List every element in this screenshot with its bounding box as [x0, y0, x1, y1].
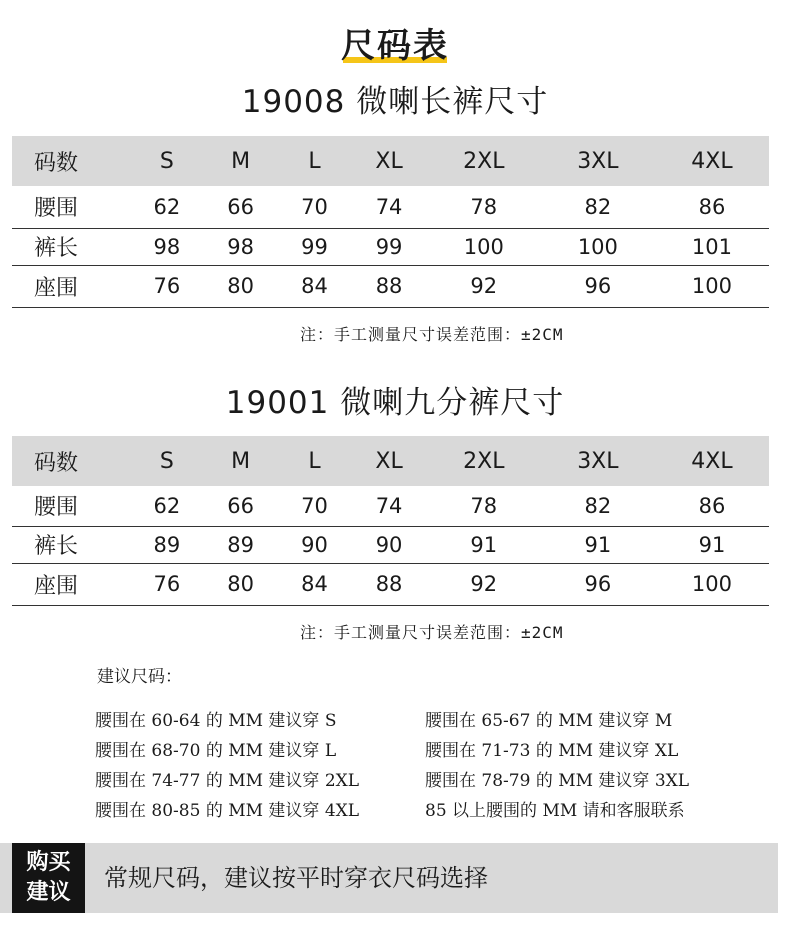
table-cell: 92 [470, 274, 498, 298]
header-cell: M [231, 448, 251, 474]
table-cell: 74 [375, 194, 403, 219]
table-cell: 62 [153, 493, 181, 518]
recommendation-text: 85 以上腰围的 MM 请和客服联系 [425, 801, 685, 821]
table-cell: 86 [698, 493, 726, 518]
page-title [0, 18, 790, 67]
row-label: 座围 [34, 275, 79, 301]
table-cell: 99 [301, 234, 328, 259]
table-cell: 62 [153, 194, 181, 219]
table-row [12, 563, 769, 605]
recommendation-list [95, 706, 755, 826]
table-cell: 96 [584, 274, 612, 298]
header-cell: 2XL [463, 148, 505, 174]
header-cell: 3XL [577, 448, 619, 474]
table-cell: 100 [691, 572, 732, 596]
table2-heading: 19001 微喇九分裤尺寸 [225, 385, 565, 421]
table-cell: 91 [698, 532, 726, 557]
table-cell: 82 [584, 194, 612, 219]
table-cell: 90 [375, 532, 403, 557]
table-cell: 89 [153, 532, 181, 557]
table-cell: 78 [470, 493, 498, 518]
table-row [12, 526, 769, 563]
size-table-1 [12, 136, 769, 308]
list-item [95, 766, 755, 796]
table-header-row [12, 136, 769, 186]
header-cell: 2XL [463, 448, 505, 474]
header-cell: S [159, 448, 174, 474]
recommendation-text: 腰围在 78-79 的 MM 建议穿 3XL [425, 771, 690, 791]
table-cell: 88 [375, 274, 403, 298]
recommendation-text: 腰围在 68-70 的 MM 建议穿 L [95, 741, 337, 761]
row-label: 腰围 [34, 196, 79, 222]
table-cell: 99 [375, 234, 403, 259]
table-row [12, 486, 769, 526]
row-label: 座围 [34, 573, 79, 599]
table-cell: 100 [691, 274, 732, 298]
table-cell: 98 [153, 234, 181, 259]
list-item [95, 736, 755, 766]
measurement-note: 注：手工测量尺寸误差范围：±2CM [300, 623, 564, 642]
purchase-advice-text: 常规尺码，建议按平时穿衣尺码选择 [104, 864, 488, 892]
table-cell: 70 [301, 194, 328, 219]
table-cell: 78 [470, 194, 498, 219]
badge-line: 建议 [26, 880, 71, 905]
header-cell: 4XL [691, 148, 733, 174]
table-header-row [12, 436, 769, 486]
header-cell: 码数 [34, 450, 79, 476]
list-item [95, 706, 755, 736]
table1-heading: 19008 微喇长裤尺寸 [241, 84, 549, 120]
table-cell: 96 [584, 572, 612, 596]
row-label: 腰围 [34, 495, 79, 521]
table-cell: 74 [375, 493, 403, 518]
header-cell: M [231, 148, 251, 174]
table-cell: 98 [227, 234, 255, 259]
table-cell: 66 [227, 493, 255, 518]
recommendation-text: 腰围在 80-85 的 MM 建议穿 4XL [95, 801, 360, 821]
header-cell: 3XL [577, 148, 619, 174]
table-row [12, 265, 769, 307]
row-label: 裤长 [34, 236, 79, 261]
purchase-advice-badge [12, 843, 85, 913]
recommendation-text: 腰围在 65-67 的 MM 建议穿 M [425, 711, 673, 731]
page-title-text: 尺码表 [341, 26, 449, 66]
table-cell: 70 [301, 493, 328, 518]
list-item [95, 796, 755, 826]
recommendation-title: 建议尺码： [97, 667, 182, 687]
table-cell: 66 [227, 194, 255, 219]
header-cell: 码数 [34, 150, 79, 176]
header-cell: XL [375, 448, 403, 474]
measurement-note: 注：手工测量尺寸误差范围：±2CM [300, 325, 564, 344]
table-cell: 91 [470, 532, 498, 557]
size-table-2 [12, 436, 769, 606]
header-cell: L [308, 448, 321, 474]
table-cell: 100 [463, 234, 504, 259]
recommendation-text: 腰围在 74-77 的 MM 建议穿 2XL [95, 771, 360, 791]
table-cell: 80 [227, 572, 255, 596]
row-label: 裤长 [34, 534, 79, 559]
table-cell: 82 [584, 493, 612, 518]
table-cell: 76 [153, 572, 181, 596]
recommendation-text: 腰围在 60-64 的 MM 建议穿 S [95, 711, 337, 731]
table-cell: 80 [227, 274, 255, 298]
table-cell: 100 [577, 234, 618, 259]
recommendation-text: 腰围在 71-73 的 MM 建议穿 XL [425, 741, 679, 761]
header-cell: 4XL [691, 448, 733, 474]
header-cell: L [308, 148, 321, 174]
table-cell: 76 [153, 274, 181, 298]
table-cell: 84 [301, 572, 328, 596]
table-row [12, 228, 769, 265]
table-cell: 84 [301, 274, 328, 298]
badge-line: 购买 [26, 850, 71, 875]
header-cell: XL [375, 148, 403, 174]
table-row [12, 186, 769, 228]
header-cell: S [159, 148, 174, 174]
table-cell: 92 [470, 572, 498, 596]
table-cell: 90 [301, 532, 328, 557]
table-cell: 89 [227, 532, 255, 557]
table-cell: 91 [584, 532, 612, 557]
table-cell: 86 [698, 194, 726, 219]
table-cell: 88 [375, 572, 403, 596]
table-cell: 101 [691, 234, 732, 259]
